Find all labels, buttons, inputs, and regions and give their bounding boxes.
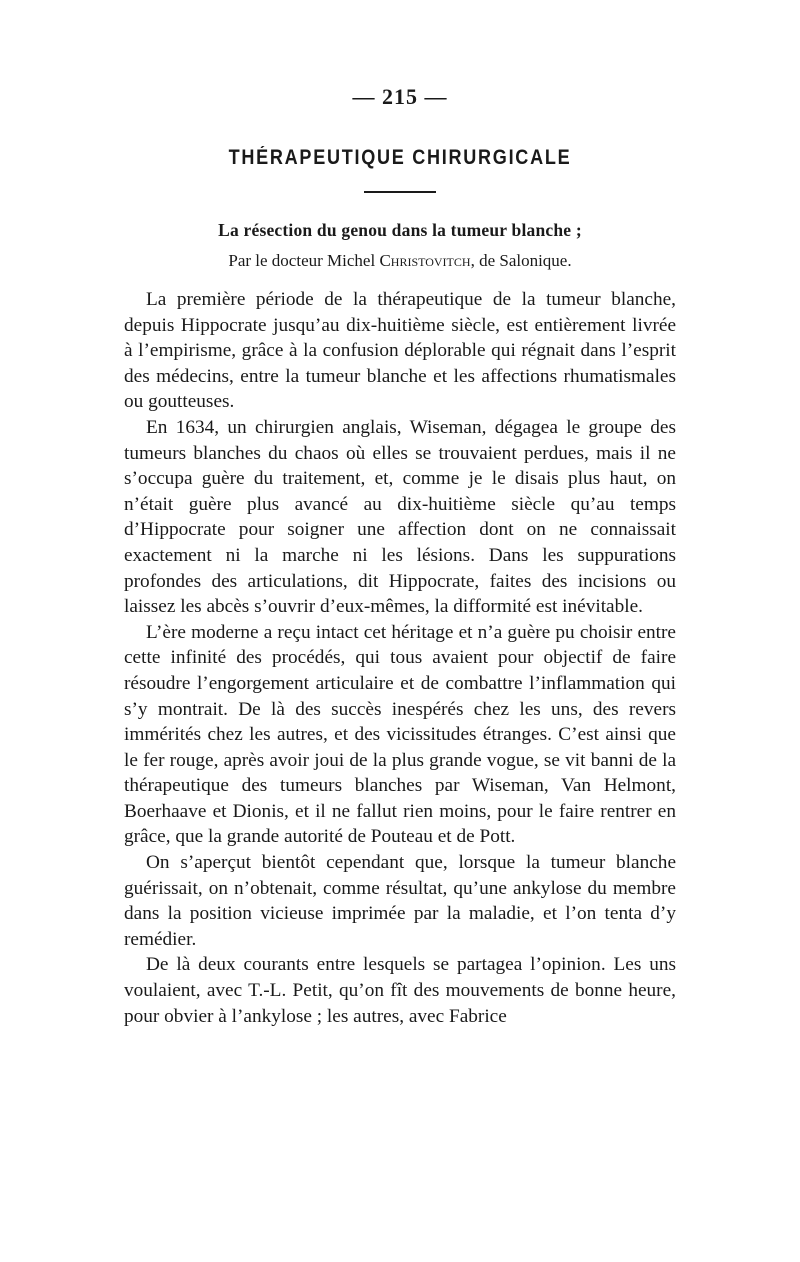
title-divider (364, 191, 436, 193)
byline-prefix: Par le docteur Michel (228, 251, 380, 270)
article-byline (124, 251, 676, 271)
paragraph: En 1634, un chirurgien anglais, Wiseman, dégagea le groupe des tumeurs blanches du chaos où elles se trouvaient perdues, mais il ne s’occupa guère du traitement, et, comme je le disais plus haut, on n’était guère plus avancé au dix-huitième siècle qu’au temps d’Hippocrate pour soigner une affection dont on ne connaissait exactement ni la marche ni les lésions. Dans les suppurations profondes des articulations, dit Hippocrate, faites des incisions ou laissez les abcès s’ouvrir d’eux-mêmes, la difformité est inévitable. (124, 416, 676, 618)
page-number: — 215 — (352, 84, 448, 109)
paragraph: L’ère moderne a reçu intact cet héritage et n’a guère pu choisir entre cette infinité des procédés, qui tous avaient pour objectif de faire résoudre l’engorgement articulaire et de combattre l’inflammation qui s’y montrait. De là des succès inespérés chez les uns, des revers immérités chez les autres, et des vicissitudes étranges. C’est ainsi que le fer rouge, après avoir joui de la plus grande vogue, se vit banni de la thérapeutique des tumeurs blanches par Wiseman, Van Helmont, Boerhaave et Dionis, et il ne fallut rien moins, pour le faire rentrer en grâce, que la grande autorité de Pouteau et de Pott. (124, 621, 676, 848)
article-title: La résection du genou dans la tumeur blanche ; (218, 220, 582, 240)
section-title: THÉRAPEUTIQUE CHIRURGICALE (228, 146, 572, 169)
byline-author: Christovitch (379, 251, 471, 270)
article-body (124, 287, 676, 1029)
paragraph: De là deux courants entre lesquels se partagea l’opinion. Les uns voulaient, avec T.-L. Petit, qu’on fît des mouvements de bonne heure, pour obvier à l’ankylose ; les autres, avec Fabrice (124, 954, 676, 1027)
byline-suffix: , de Salonique. (470, 251, 572, 270)
paragraph: La première période de la thérapeutique de la tumeur blanche, depuis Hippocrate jusqu’au dix-huitième siècle, est entièrement livrée à l’empirisme, grâce à la confusion déplorable qui régnait dans l’esprit des médecins, entre la tumeur blanche et les affections rhumatismales ou goutteuses. (124, 289, 676, 413)
paragraph: On s’aperçut bientôt cependant que, lorsque la tumeur blanche guérissait, on n’obtenait, comme résultat, qu’une ankylose du membre dans la position vicieuse imprimée par la maladie, et l’on tenta d’y remédier. (124, 852, 676, 950)
